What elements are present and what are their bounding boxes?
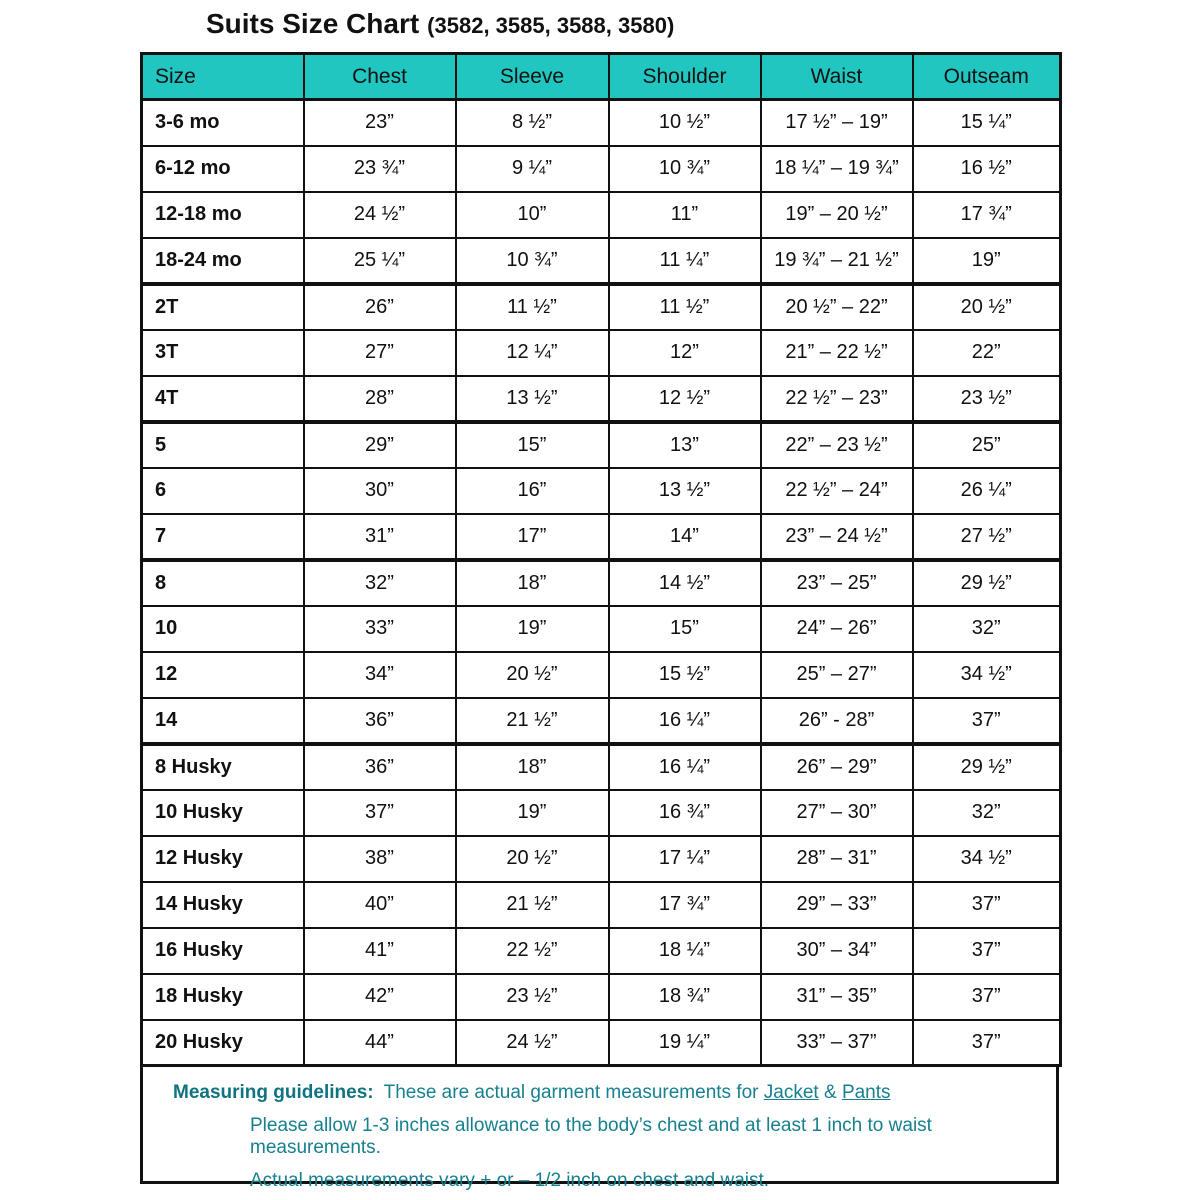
chest-cell: 40” xyxy=(304,882,456,928)
size-cell: 6 xyxy=(142,468,304,514)
table-row xyxy=(142,744,1061,790)
pants-link[interactable]: Pants xyxy=(841,1082,891,1103)
waist-cell: 27” – 30” xyxy=(761,790,913,836)
sleeve-cell: 10 ¾” xyxy=(456,238,609,284)
shoulder-cell: 18 ¼” xyxy=(609,928,761,974)
sleeve-cell: 24 ½” xyxy=(456,1020,609,1066)
table-row xyxy=(142,1020,1061,1066)
size-cell: 5 xyxy=(142,422,304,468)
waist-cell: 19 ¾” – 21 ½” xyxy=(761,238,913,284)
waist-cell: 23” – 24 ½” xyxy=(761,514,913,560)
waist-cell: 29” – 33” xyxy=(761,882,913,928)
sleeve-cell: 20 ½” xyxy=(456,652,609,698)
outseam-cell: 34 ½” xyxy=(913,836,1061,882)
waist-cell: 23” – 25” xyxy=(761,560,913,606)
size-cell: 18-24 mo xyxy=(142,238,304,284)
outseam-cell: 37” xyxy=(913,974,1061,1020)
chest-cell: 26” xyxy=(304,284,456,330)
size-cell: 18 Husky xyxy=(142,974,304,1020)
chest-cell: 38” xyxy=(304,836,456,882)
table-row xyxy=(142,790,1061,836)
size-cell: 6-12 mo xyxy=(142,146,304,192)
table-row xyxy=(142,376,1061,422)
table-row xyxy=(142,836,1061,882)
outseam-cell: 34 ½” xyxy=(913,652,1061,698)
sleeve-cell: 19” xyxy=(456,790,609,836)
shoulder-cell: 11 ½” xyxy=(609,284,761,330)
outseam-cell: 19” xyxy=(913,238,1061,284)
sleeve-cell: 21 ½” xyxy=(456,882,609,928)
column-header-size: Size xyxy=(142,54,304,100)
chest-cell: 42” xyxy=(304,974,456,1020)
waist-cell: 30” – 34” xyxy=(761,928,913,974)
sleeve-cell: 17” xyxy=(456,514,609,560)
chest-cell: 34” xyxy=(304,652,456,698)
sleeve-cell: 13 ½” xyxy=(456,376,609,422)
shoulder-cell: 16 ¼” xyxy=(609,698,761,744)
waist-cell: 22 ½” – 23” xyxy=(761,376,913,422)
guidelines-line-3: Actual measurements vary + or – 1/2 inch on chest and waist. xyxy=(250,1170,770,1191)
waist-cell: 28” – 31” xyxy=(761,836,913,882)
chest-cell: 33” xyxy=(304,606,456,652)
chart-model-numbers: (3582, 3585, 3588, 3580) xyxy=(427,13,675,38)
shoulder-cell: 16 ¾” xyxy=(609,790,761,836)
table-row xyxy=(142,514,1061,560)
size-cell: 2T xyxy=(142,284,304,330)
size-cell: 12 Husky xyxy=(142,836,304,882)
table-row xyxy=(142,974,1061,1020)
outseam-cell: 25” xyxy=(913,422,1061,468)
waist-cell: 19” – 20 ½” xyxy=(761,192,913,238)
outseam-cell: 29 ½” xyxy=(913,744,1061,790)
measuring-guidelines-box xyxy=(140,1064,1059,1191)
waist-cell: 25” – 27” xyxy=(761,652,913,698)
sleeve-cell: 20 ½” xyxy=(456,836,609,882)
outseam-cell: 23 ½” xyxy=(913,376,1061,422)
table-row xyxy=(142,284,1061,330)
outseam-cell: 16 ½” xyxy=(913,146,1061,192)
waist-cell: 17 ½” – 19” xyxy=(761,100,913,146)
shoulder-cell: 16 ¼” xyxy=(609,744,761,790)
size-cell: 14 Husky xyxy=(142,882,304,928)
chest-cell: 37” xyxy=(304,790,456,836)
chest-cell: 27” xyxy=(304,330,456,376)
shoulder-cell: 11 ¼” xyxy=(609,238,761,284)
size-cell: 8 Husky xyxy=(142,744,304,790)
table-row xyxy=(142,606,1061,652)
shoulder-cell: 13 ½” xyxy=(609,468,761,514)
column-header-chest: Chest xyxy=(304,54,456,100)
table-row xyxy=(142,100,1061,146)
table-row xyxy=(142,928,1061,974)
guidelines-line-2: Please allow 1-3 inches allowance to the body’s chest and at least 1 inch to waist measurements. xyxy=(250,1115,932,1158)
table-row xyxy=(142,422,1061,468)
chest-cell: 32” xyxy=(304,560,456,606)
sleeve-cell: 10” xyxy=(456,192,609,238)
table-row xyxy=(142,882,1061,928)
shoulder-cell: 12 ½” xyxy=(609,376,761,422)
sleeve-cell: 21 ½” xyxy=(456,698,609,744)
chest-cell: 44” xyxy=(304,1020,456,1066)
table-row xyxy=(142,192,1061,238)
shoulder-cell: 15 ½” xyxy=(609,652,761,698)
table-row xyxy=(142,560,1061,606)
waist-cell: 26” - 28” xyxy=(761,698,913,744)
column-header-shoulder: Shoulder xyxy=(609,54,761,100)
sleeve-cell: 22 ½” xyxy=(456,928,609,974)
sleeve-cell: 23 ½” xyxy=(456,974,609,1020)
shoulder-cell: 18 ¾” xyxy=(609,974,761,1020)
size-cell: 12 xyxy=(142,652,304,698)
sleeve-cell: 18” xyxy=(456,744,609,790)
chest-cell: 29” xyxy=(304,422,456,468)
page-title xyxy=(206,8,674,40)
size-cell: 14 xyxy=(142,698,304,744)
header-row xyxy=(142,54,1061,100)
shoulder-cell: 12” xyxy=(609,330,761,376)
sleeve-cell: 8 ½” xyxy=(456,100,609,146)
shoulder-cell: 10 ½” xyxy=(609,100,761,146)
column-header-sleeve: Sleeve xyxy=(456,54,609,100)
chest-cell: 30” xyxy=(304,468,456,514)
sleeve-cell: 16” xyxy=(456,468,609,514)
chest-cell: 36” xyxy=(304,744,456,790)
chest-cell: 23 ¾” xyxy=(304,146,456,192)
table-row xyxy=(142,698,1061,744)
shoulder-cell: 10 ¾” xyxy=(609,146,761,192)
chest-cell: 31” xyxy=(304,514,456,560)
waist-cell: 21” – 22 ½” xyxy=(761,330,913,376)
chest-cell: 25 ¼” xyxy=(304,238,456,284)
guidelines-label: Measuring guidelines: xyxy=(173,1082,374,1103)
table-row xyxy=(142,468,1061,514)
waist-cell: 33” – 37” xyxy=(761,1020,913,1066)
outseam-cell: 17 ¾” xyxy=(913,192,1061,238)
shoulder-cell: 15” xyxy=(609,606,761,652)
waist-cell: 22 ½” – 24” xyxy=(761,468,913,514)
chest-cell: 41” xyxy=(304,928,456,974)
size-cell: 16 Husky xyxy=(142,928,304,974)
shoulder-cell: 13” xyxy=(609,422,761,468)
waist-cell: 31” – 35” xyxy=(761,974,913,1020)
outseam-cell: 32” xyxy=(913,790,1061,836)
shoulder-cell: 14” xyxy=(609,514,761,560)
table-row xyxy=(142,330,1061,376)
outseam-cell: 29 ½” xyxy=(913,560,1061,606)
shoulder-cell: 11” xyxy=(609,192,761,238)
sleeve-cell: 18” xyxy=(456,560,609,606)
table-row xyxy=(142,652,1061,698)
size-cell: 12-18 mo xyxy=(142,192,304,238)
outseam-cell: 32” xyxy=(913,606,1061,652)
shoulder-cell: 17 ¼” xyxy=(609,836,761,882)
sleeve-cell: 19” xyxy=(456,606,609,652)
size-cell: 7 xyxy=(142,514,304,560)
table-header xyxy=(142,54,1061,100)
size-cell: 10 xyxy=(142,606,304,652)
outseam-cell: 20 ½” xyxy=(913,284,1061,330)
shoulder-cell: 17 ¾” xyxy=(609,882,761,928)
outseam-cell: 26 ¼” xyxy=(913,468,1061,514)
column-header-waist: Waist xyxy=(761,54,913,100)
outseam-cell: 22” xyxy=(913,330,1061,376)
column-header-outseam: Outseam xyxy=(913,54,1061,100)
sleeve-cell: 9 ¼” xyxy=(456,146,609,192)
guidelines-line-1 xyxy=(173,1082,1056,1104)
chest-cell: 28” xyxy=(304,376,456,422)
size-cell: 20 Husky xyxy=(142,1020,304,1066)
sleeve-cell: 12 ¼” xyxy=(456,330,609,376)
jacket-link[interactable]: Jacket xyxy=(763,1082,819,1103)
shoulder-cell: 14 ½” xyxy=(609,560,761,606)
chest-cell: 24 ½” xyxy=(304,192,456,238)
sleeve-cell: 11 ½” xyxy=(456,284,609,330)
waist-cell: 26” – 29” xyxy=(761,744,913,790)
outseam-cell: 37” xyxy=(913,698,1061,744)
outseam-cell: 37” xyxy=(913,1020,1061,1066)
outseam-cell: 15 ¼” xyxy=(913,100,1061,146)
chest-cell: 23” xyxy=(304,100,456,146)
size-cell: 8 xyxy=(142,560,304,606)
size-cell: 3T xyxy=(142,330,304,376)
size-cell: 4T xyxy=(142,376,304,422)
chest-cell: 36” xyxy=(304,698,456,744)
sleeve-cell: 15” xyxy=(456,422,609,468)
size-cell: 10 Husky xyxy=(142,790,304,836)
chart-title: Suits Size Chart xyxy=(206,8,420,39)
waist-cell: 24” – 26” xyxy=(761,606,913,652)
guidelines-amp: & xyxy=(818,1082,842,1103)
shoulder-cell: 19 ¼” xyxy=(609,1020,761,1066)
table-row xyxy=(142,238,1061,284)
size-table-body xyxy=(142,100,1061,1066)
waist-cell: 20 ½” – 22” xyxy=(761,284,913,330)
waist-cell: 18 ¼” – 19 ¾” xyxy=(761,146,913,192)
table-row xyxy=(142,146,1061,192)
size-chart-table xyxy=(140,52,1062,1067)
outseam-cell: 27 ½” xyxy=(913,514,1061,560)
waist-cell: 22” – 23 ½” xyxy=(761,422,913,468)
guidelines-text: These are actual garment measurements for xyxy=(383,1082,764,1103)
outseam-cell: 37” xyxy=(913,928,1061,974)
size-cell: 3-6 mo xyxy=(142,100,304,146)
outseam-cell: 37” xyxy=(913,882,1061,928)
